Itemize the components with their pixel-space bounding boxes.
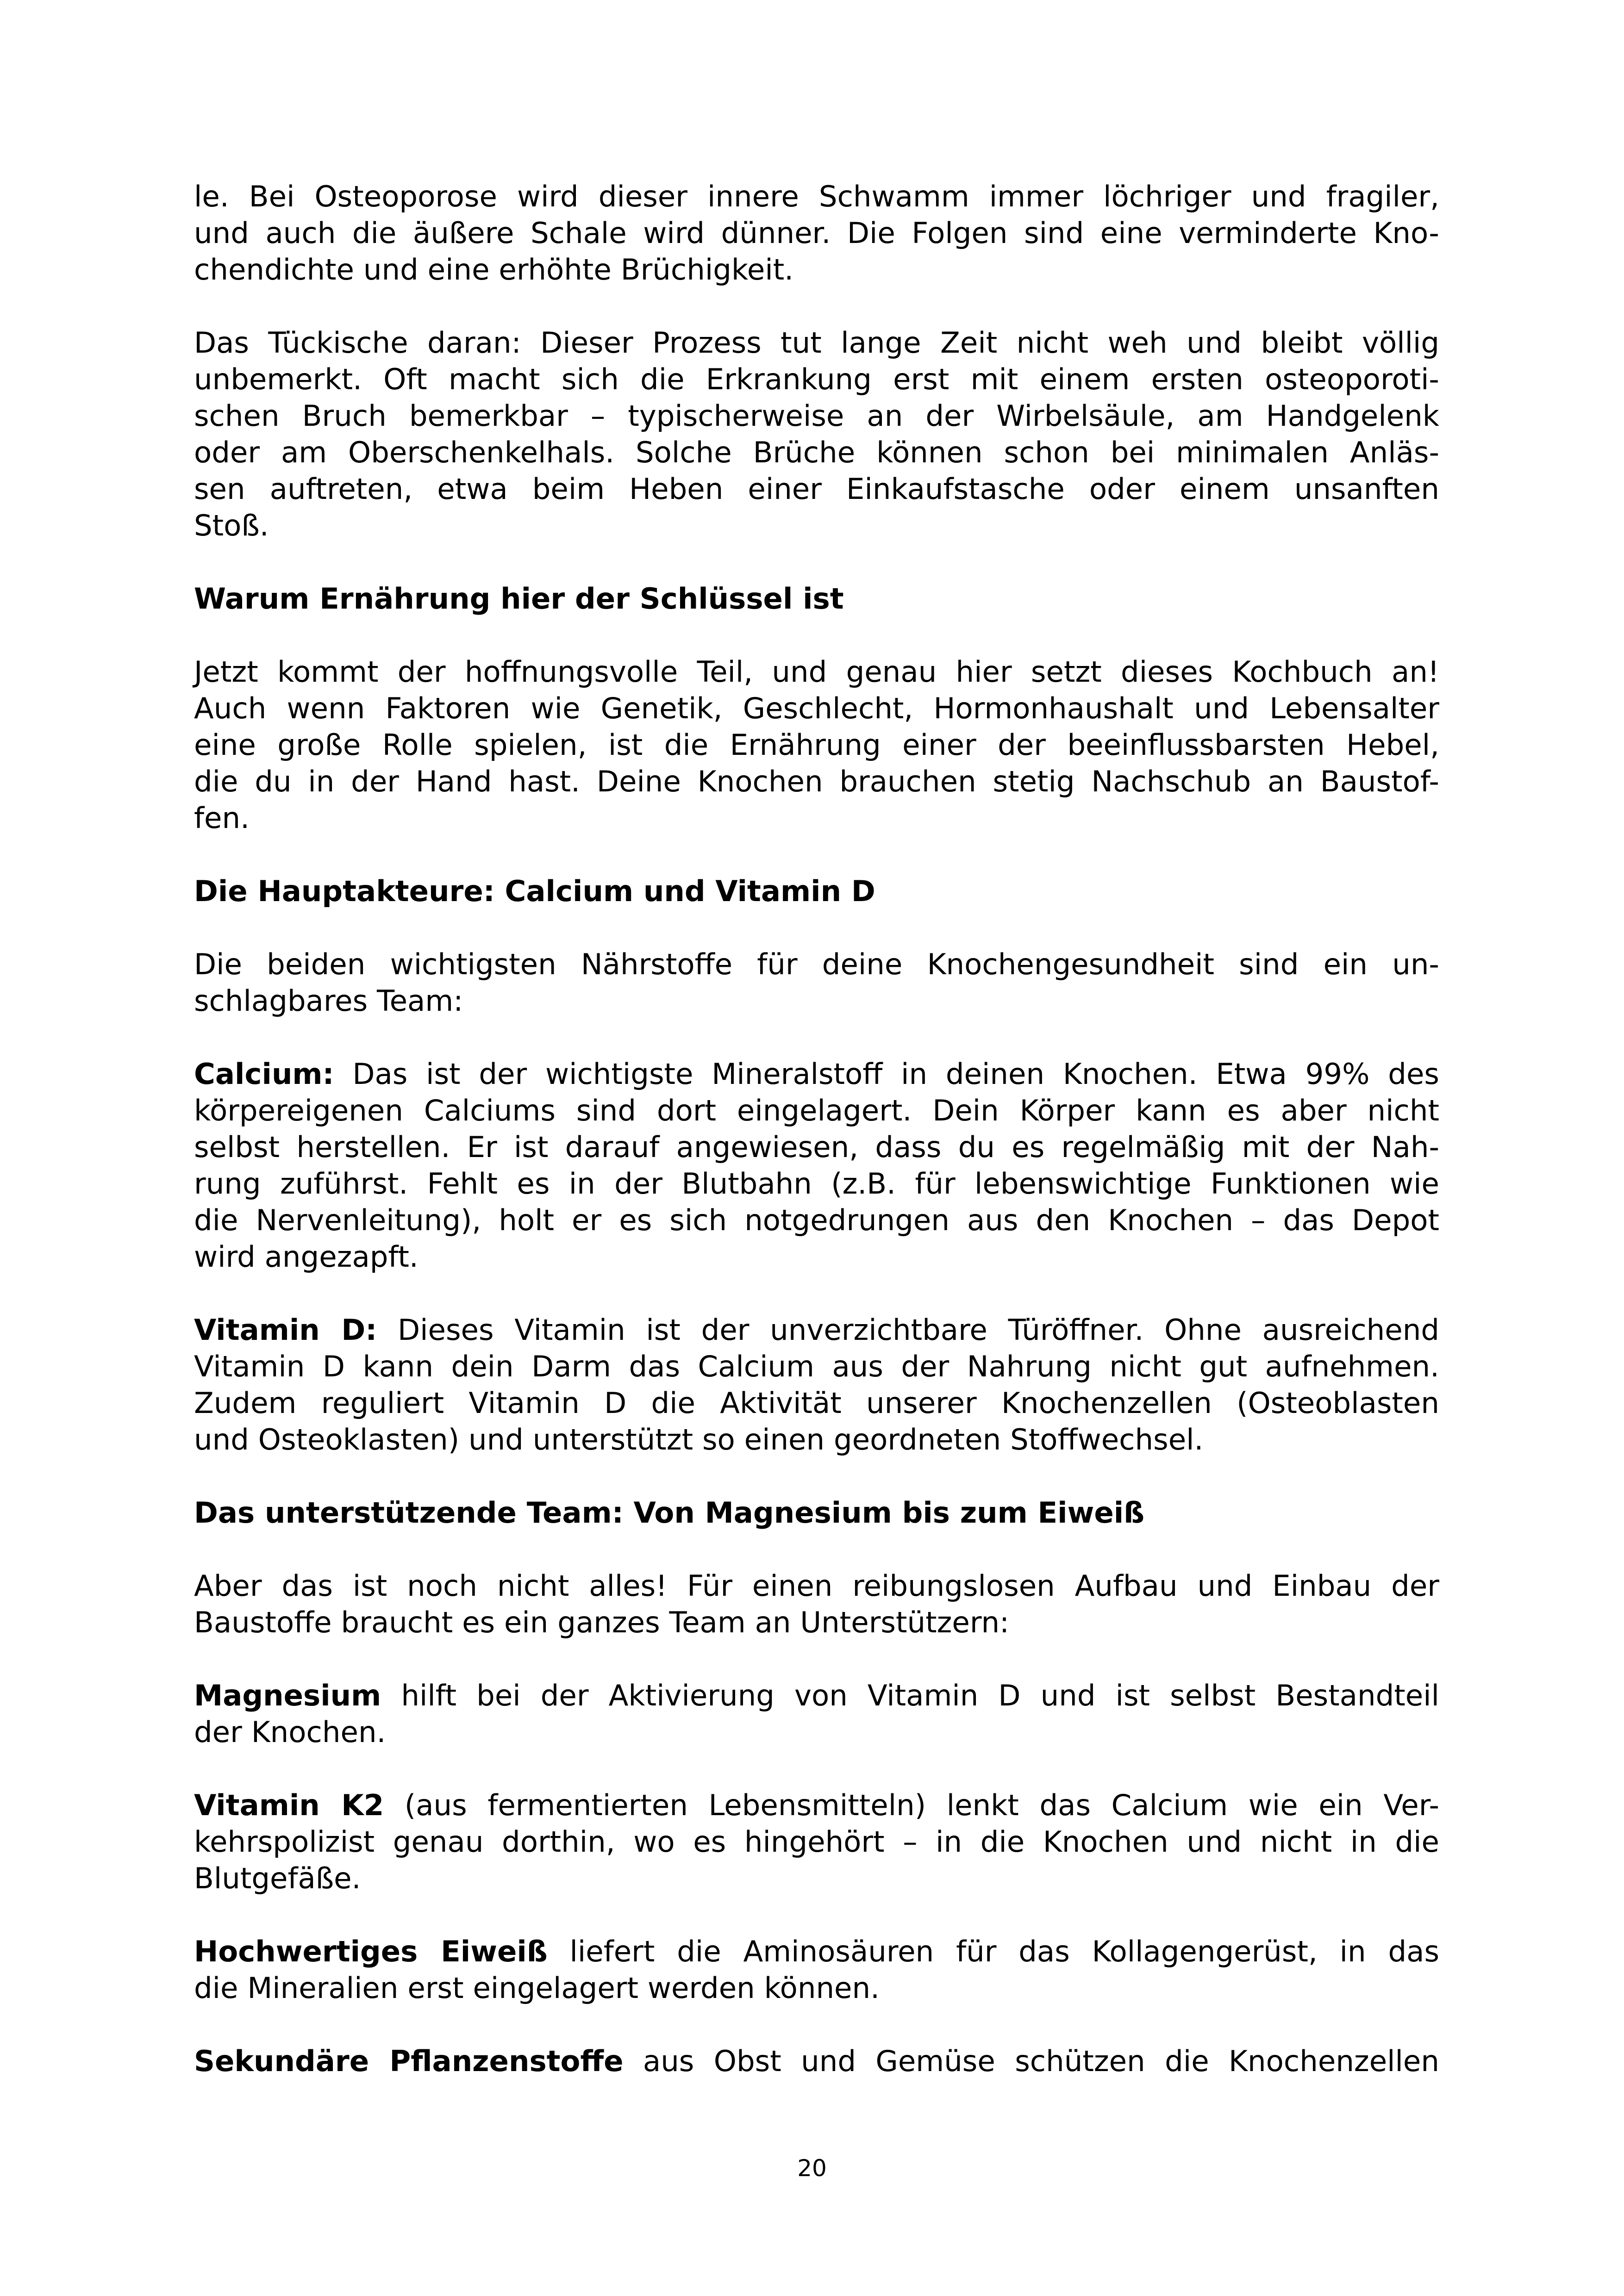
paragraph-7-line-2: Baustoffe braucht es ein ganzes Team an Unterstützern: — [194, 1605, 1010, 1639]
paragraph-vitamin-k2-line-1 — [194, 1787, 1439, 1823]
paragraph-calcium-line-4: rung zuführst. Fehlt es in der Blutbahn (z.B. für lebenswichtige Funktionen wie — [194, 1167, 1439, 1201]
paragraph-vitamin-d-line-3: Zudem reguliert Vitamin D die Aktivität unserer Knochenzellen (Osteoblasten — [194, 1386, 1439, 1420]
paragraph-magnesium-line-2: der Knochen. — [194, 1715, 386, 1749]
paragraph-calcium-line-5: die Nervenleitung), holt er es sich notgedrungen aus den Knochen – das Depot — [194, 1203, 1439, 1237]
section-heading-nutrition: Warum Ernährung hier der Schlüssel ist — [194, 582, 844, 616]
paragraph-4-line-1: Die beiden wichtigsten Nährstoffe für deine Knochengesundheit sind ein un- — [194, 947, 1439, 981]
paragraph-4-line-2: schlagbares Team: — [194, 984, 463, 1018]
paragraph-2-line-3: schen Bruch bemerkbar – typischerweise an der Wirbelsäule, am Handgelenk — [194, 399, 1439, 433]
term-magnesium: Magnesium — [194, 1679, 381, 1712]
term-protein: Hochwertiges Eiweiß — [194, 1935, 548, 1968]
page-body — [194, 178, 1439, 2079]
paragraph-phytochemicals-line-1 — [194, 2043, 1439, 2079]
term-phytochemicals: Sekundäre Pflanzenstoffe — [194, 2044, 624, 2078]
paragraph-3-line-2: Auch wenn Faktoren wie Genetik, Geschlecht, Hormonhaushalt und Lebensalter — [194, 691, 1439, 725]
paragraph-calcium-line-1 — [194, 1056, 1439, 1092]
page-number: 20 — [797, 2155, 827, 2182]
term-calcium: Calcium: — [194, 1057, 334, 1091]
section-heading-main-actors: Die Hauptakteure: Calcium und Vitamin D — [194, 874, 875, 908]
paragraph-2-line-4: oder am Oberschenkelhals. Solche Brüche können schon bei minimalen Anläs- — [194, 436, 1439, 469]
paragraph-1-line-2: und auch die äußere Schale wird dünner. Die Folgen sind eine verminderte Kno- — [194, 216, 1439, 250]
paragraph-2-line-1: Das Tückische daran: Dieser Prozess tut lange Zeit nicht weh und bleibt völlig — [194, 326, 1439, 360]
section-heading-support-team: Das unterstützende Team: Von Magnesium bis zum Eiweiß — [194, 1496, 1145, 1530]
term-vitamin-d: Vitamin D: — [194, 1313, 377, 1347]
paragraph-protein-text-1: liefert die Aminosäuren für das Kollagengerüst, in das — [547, 1935, 1440, 1968]
paragraph-1-line-3: chendichte und eine erhöhte Brüchigkeit. — [194, 253, 794, 286]
paragraph-3-line-4: die du in der Hand hast. Deine Knochen brauchen stetig Nachschub an Baustof- — [194, 765, 1439, 798]
paragraph-calcium-line-2: körpereigenen Calciums sind dort eingelagert. Dein Körper kann es aber nicht — [194, 1094, 1439, 1127]
paragraph-protein-line-2: die Mineralien erst eingelagert werden können. — [194, 1971, 880, 2005]
paragraph-calcium-text-1: Das ist der wichtigste Mineralstoff in deinen Knochen. Etwa 99% des — [334, 1057, 1439, 1091]
paragraph-magnesium-line-1 — [194, 1677, 1439, 1714]
paragraph-2-line-5: sen auftreten, etwa beim Heben einer Einkaufstasche oder einem unsanften — [194, 472, 1439, 506]
paragraph-3-line-1: Jetzt kommt der hoffnungsvolle Teil, und genau hier setzt dieses Kochbuch an! — [194, 655, 1439, 689]
paragraph-3-line-3: eine große Rolle spielen, ist die Ernährung einer der beeinflussbarsten Hebel, — [194, 728, 1439, 762]
paragraph-3-line-5: fen. — [194, 801, 250, 835]
paragraph-vitamin-d-line-4: und Osteoklasten) und unterstützt so einen geordneten Stoffwechsel. — [194, 1423, 1204, 1456]
paragraph-vitamin-k2-line-3: Blutgefäße. — [194, 1861, 361, 1895]
paragraph-magnesium-text-1: hilft bei der Aktivierung von Vitamin D und ist selbst Bestandteil — [381, 1679, 1439, 1712]
paragraph-vitamin-d-line-2: Vitamin D kann dein Darm das Calcium aus der Nahrung nicht gut aufnehmen. — [194, 1350, 1439, 1383]
paragraph-1-line-1: le. Bei Osteoporose wird dieser innere Schwamm immer löchriger und fragiler, — [194, 180, 1439, 213]
paragraph-vitamin-k2-line-2: kehrspolizist genau dorthin, wo es hingehört – in die Knochen und nicht in die — [194, 1825, 1439, 1859]
paragraph-vitamin-d-text-1: Dieses Vitamin ist der unverzichtbare Türöffner. Ohne ausreichend — [377, 1313, 1439, 1347]
paragraph-vitamin-d-line-1 — [194, 1312, 1439, 1348]
paragraph-calcium-line-3: selbst herstellen. Er ist darauf angewiesen, dass du es regelmäßig mit der Nah- — [194, 1130, 1439, 1164]
paragraph-2-line-6: Stoß. — [194, 509, 269, 542]
paragraph-protein-line-1 — [194, 1933, 1439, 1970]
paragraph-calcium-line-6: wird angezapft. — [194, 1240, 418, 1274]
paragraph-7-line-1: Aber das ist noch nicht alles! Für einen reibungslosen Aufbau und Einbau der — [194, 1569, 1439, 1603]
term-vitamin-k2: Vitamin K2 — [194, 1788, 384, 1822]
paragraph-phytochemicals-text-1: aus Obst und Gemüse schützen die Knochenzellen — [623, 2044, 1439, 2078]
paragraph-2-line-2: unbemerkt. Oft macht sich die Erkrankung erst mit einem ersten osteoporoti- — [194, 362, 1439, 396]
paragraph-vitamin-k2-text-1: (aus fermentierten Lebensmitteln) lenkt das Calcium wie ein Ver- — [384, 1788, 1440, 1822]
